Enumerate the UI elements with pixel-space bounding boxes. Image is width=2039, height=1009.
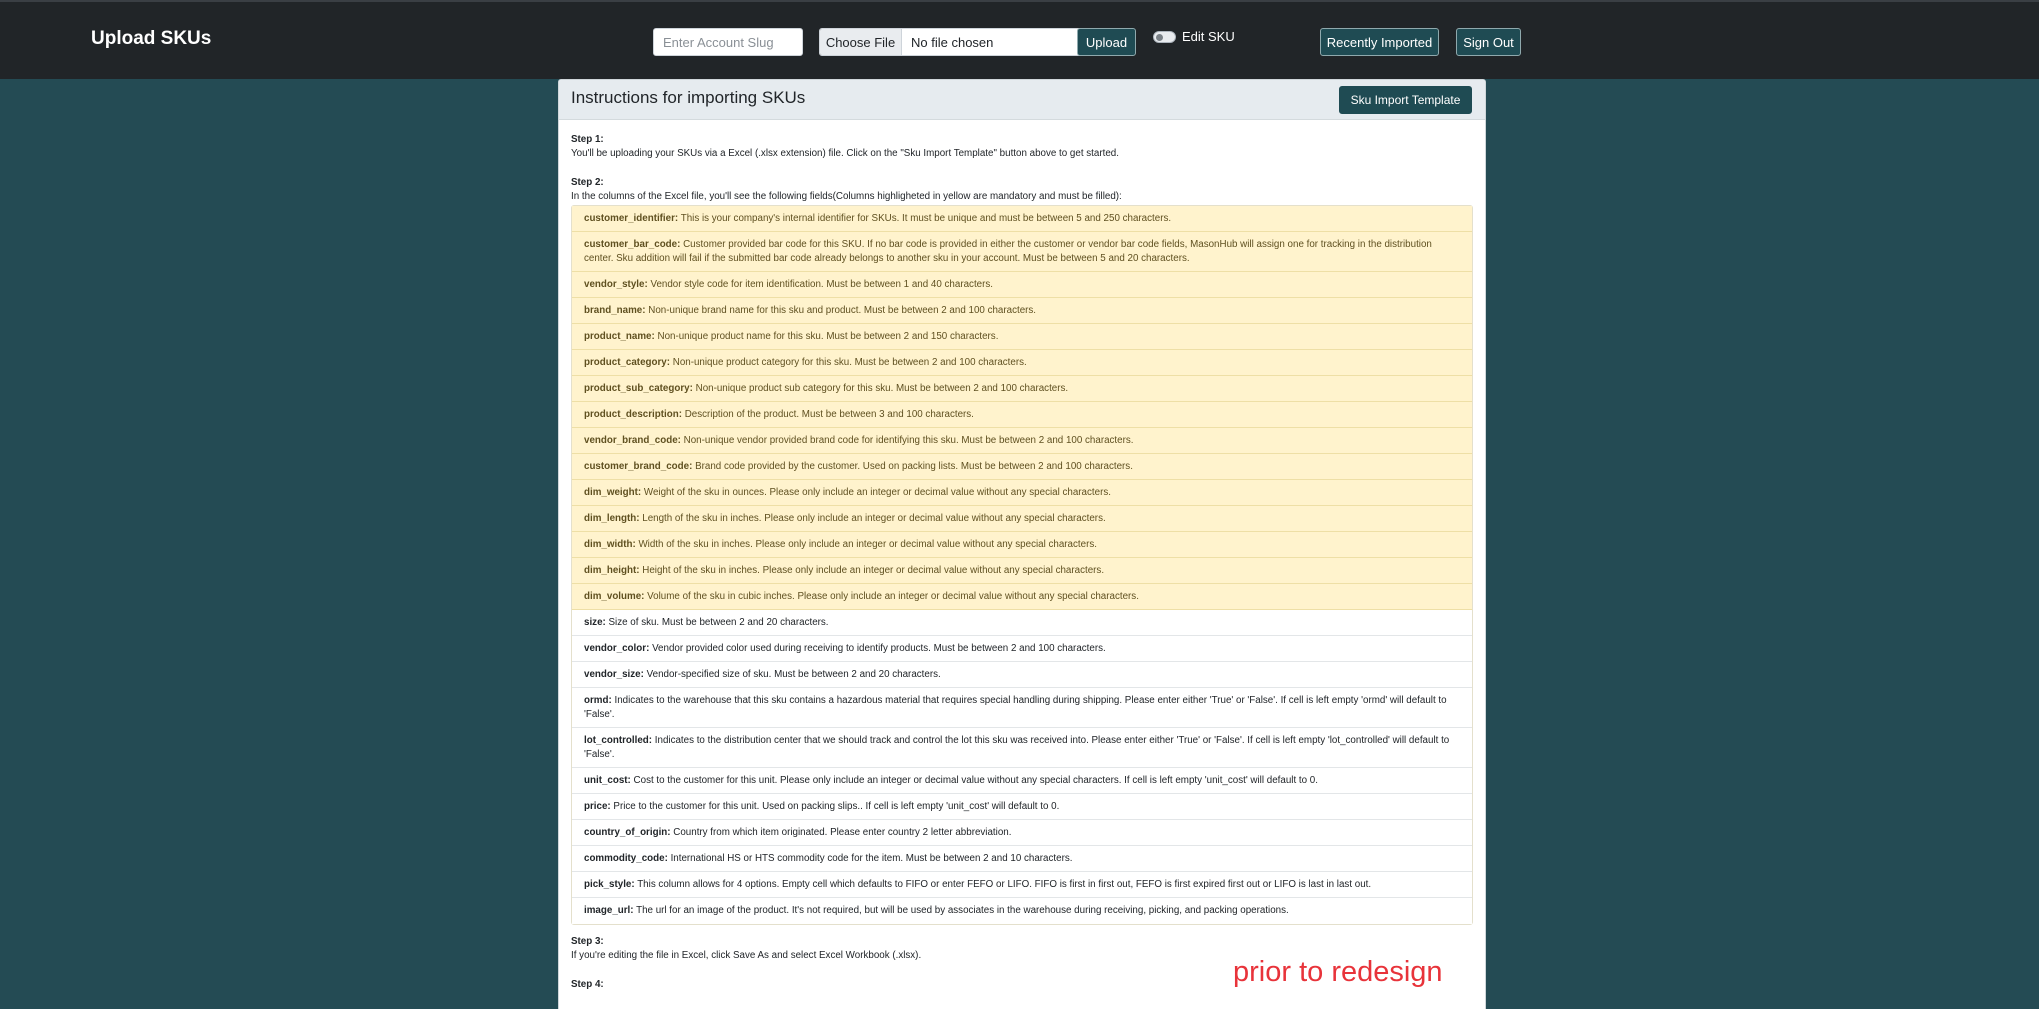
field-description: Volume of the sku in cubic inches. Please only include an integer or decimal value without any special characters. xyxy=(647,590,1139,602)
field-row-text xyxy=(584,668,1460,682)
field-description: Description of the product. Must be between 3 and 100 characters. xyxy=(684,408,974,420)
field-name: customer_bar_code: xyxy=(584,238,681,250)
field-row-text xyxy=(584,694,1460,722)
step1-title: Step 1: xyxy=(571,134,604,145)
field-row xyxy=(572,558,1472,584)
field-row-text xyxy=(584,356,1460,370)
field-row-text xyxy=(584,212,1460,226)
upload-button[interactable]: Upload xyxy=(1077,28,1136,56)
field-row xyxy=(572,350,1472,376)
field-name: customer_identifier: xyxy=(584,212,679,224)
step4-title: Step 4: xyxy=(571,979,604,990)
field-name: customer_brand_code: xyxy=(584,460,693,472)
step1-text: You'll be uploading your SKUs via a Excel (.xlsx extension) file. Click on the "Sku Import Template" button above to get started. xyxy=(571,148,1119,159)
field-description: Vendor style code for item identification. Must be between 1 and 40 characters. xyxy=(650,278,993,290)
field-row-text xyxy=(584,512,1460,526)
recently-imported-button[interactable]: Recently Imported xyxy=(1320,28,1439,56)
redesign-watermark: prior to redesign xyxy=(1233,956,1443,988)
field-description: Width of the sku in inches. Please only include an integer or decimal value without any special characters. xyxy=(638,538,1097,550)
field-row-text xyxy=(584,734,1460,762)
field-name: dim_weight: xyxy=(584,486,642,498)
field-row-text xyxy=(584,238,1460,266)
field-name: vendor_style: xyxy=(584,278,648,290)
field-description: Height of the sku in inches. Please only include an integer or decimal value without any special characters. xyxy=(642,564,1105,576)
field-name: commodity_code: xyxy=(584,852,668,864)
field-row xyxy=(572,794,1472,820)
card-body xyxy=(559,120,1485,992)
field-row-text xyxy=(584,538,1460,552)
field-name: product_description: xyxy=(584,408,682,420)
field-name: lot_controlled: xyxy=(584,734,653,746)
edit-sku-label: Edit SKU xyxy=(1182,29,1235,44)
field-description: Size of sku. Must be between 2 and 20 characters. xyxy=(608,616,829,628)
account-slug-input[interactable] xyxy=(653,28,803,56)
field-description: Weight of the sku in ounces. Please only include an integer or decimal value without any special characters. xyxy=(643,486,1111,498)
field-row-text xyxy=(584,878,1460,892)
field-row xyxy=(572,324,1472,350)
field-name: product_sub_category: xyxy=(584,382,693,394)
field-list xyxy=(571,205,1473,925)
field-row xyxy=(572,480,1472,506)
field-name: price: xyxy=(584,800,611,812)
field-row xyxy=(572,820,1472,846)
field-description: Non-unique product category for this sku. Must be between 2 and 100 characters. xyxy=(672,356,1027,368)
field-row xyxy=(572,232,1472,272)
field-row-text xyxy=(584,304,1460,318)
field-row-text xyxy=(584,904,1460,918)
field-name: dim_width: xyxy=(584,538,636,550)
field-row-text xyxy=(584,486,1460,500)
field-name: image_url: xyxy=(584,905,634,916)
field-row xyxy=(572,272,1472,298)
field-name: brand_name: xyxy=(584,304,646,316)
field-description: Cost to the customer for this unit. Please only include an integer or decimal value without any special characters. If cell is left empty 'unit_cost' will default to 0. xyxy=(633,774,1318,786)
field-row xyxy=(572,298,1472,324)
field-row-text xyxy=(584,774,1460,788)
field-name: dim_length: xyxy=(584,512,640,524)
choose-file-button[interactable]: Choose File xyxy=(820,29,902,55)
field-row xyxy=(572,428,1472,454)
field-name: country_of_origin: xyxy=(584,826,671,838)
field-row-text xyxy=(584,800,1460,814)
field-name: product_name: xyxy=(584,330,655,342)
edit-sku-toggle[interactable] xyxy=(1153,31,1176,43)
field-row-text xyxy=(584,642,1460,656)
field-row xyxy=(572,768,1472,794)
field-row xyxy=(572,846,1472,872)
field-name: pick_style: xyxy=(584,878,635,890)
field-row xyxy=(572,636,1472,662)
file-input[interactable] xyxy=(819,28,1099,56)
field-name: ormd: xyxy=(584,694,612,706)
field-row-text xyxy=(584,278,1460,292)
field-row xyxy=(572,376,1472,402)
field-row xyxy=(572,898,1472,924)
field-row-text xyxy=(584,826,1460,840)
field-row-text xyxy=(584,434,1460,448)
field-description: Non-unique product name for this sku. Must be between 2 and 150 characters. xyxy=(657,330,999,342)
step3-text: If you're editing the file in Excel, click Save As and select Excel Workbook (.xlsx). xyxy=(571,950,922,961)
field-name: vendor_brand_code: xyxy=(584,434,681,446)
card-header xyxy=(559,80,1485,120)
field-row-text xyxy=(584,590,1460,604)
field-description: Country from which item originated. Please enter country 2 letter abbreviation. xyxy=(673,826,1012,838)
instructions-card xyxy=(558,79,1486,1009)
step2-text: In the columns of the Excel file, you'll see the following fields(Columns highligheted in yellow are mandatory and must be filled): xyxy=(571,191,1122,202)
sku-import-template-button[interactable]: Sku Import Template xyxy=(1339,86,1472,114)
page-title: Upload SKUs xyxy=(91,28,212,49)
field-row-text xyxy=(584,616,1460,630)
field-description: Indicates to the warehouse that this sku contains a hazardous material that requires special handling during shipping. Please enter either 'True' or 'False'. If cell is left empty 'ormd' will default to 'False'. xyxy=(584,694,1447,720)
field-name: product_category: xyxy=(584,356,671,368)
field-description: Vendor provided color used during receiving to identify products. Must be between 2 and 100 characters. xyxy=(652,642,1106,654)
field-name: vendor_color: xyxy=(584,642,650,654)
field-row xyxy=(572,610,1472,636)
field-row-text xyxy=(584,408,1460,422)
field-name: unit_cost: xyxy=(584,774,631,786)
field-row xyxy=(572,506,1472,532)
step2-title: Step 2: xyxy=(571,177,604,188)
field-description: Indicates to the distribution center that we should track and control the lot this sku was received into. Please enter either 'True' or 'False'. If cell is left empty 'lot_controlled' will default to 'False'. xyxy=(584,734,1450,760)
field-row xyxy=(572,584,1472,610)
field-description: Non-unique vendor provided brand code for identifying this sku. Must be between 2 and 100 characters. xyxy=(683,434,1134,446)
field-name: size: xyxy=(584,616,606,628)
field-description: Vendor-specified size of sku. Must be between 2 and 20 characters. xyxy=(646,668,941,680)
file-name-display: No file chosen xyxy=(902,29,1098,55)
field-description: This is your company's internal identifier for SKUs. It must be unique and must be between 5 and 250 characters. xyxy=(680,212,1172,224)
field-row xyxy=(572,872,1472,898)
field-row-text xyxy=(584,564,1460,578)
sign-out-button[interactable]: Sign Out xyxy=(1456,28,1521,56)
field-row xyxy=(572,532,1472,558)
step3-title: Step 3: xyxy=(571,936,604,947)
top-navbar xyxy=(0,0,2039,79)
field-name: vendor_size: xyxy=(584,668,644,680)
toggle-knob xyxy=(1156,34,1163,41)
card-title: Instructions for importing SKUs xyxy=(571,88,806,107)
field-row-text xyxy=(584,460,1460,474)
field-description: Non-unique product sub category for this sku. Must be between 2 and 100 characters. xyxy=(695,382,1069,394)
field-row xyxy=(572,402,1472,428)
field-row xyxy=(572,662,1472,688)
field-row xyxy=(572,728,1472,768)
field-name: dim_volume: xyxy=(584,590,645,602)
field-row-text xyxy=(584,852,1460,866)
field-description: Customer provided bar code for this SKU. If no bar code is provided in either the customer or vendor bar code fields, MasonHub will assign one for tracking in the distribution center. Sku addition will fail if the submitted bar code already belongs to another sku in your account. Must be between 5 and 20 characters. xyxy=(584,238,1432,264)
field-row-text xyxy=(584,330,1460,344)
field-description: Length of the sku in inches. Please only include an integer or decimal value without any special characters. xyxy=(642,512,1106,524)
field-description: Non-unique brand name for this sku and product. Must be between 2 and 100 characters. xyxy=(648,304,1037,316)
field-description: This column allows for 4 options. Empty cell which defaults to FIFO or enter FEFO or LIFO. FIFO is first in first out, FEFO is first expired first out or LIFO is last in last out. xyxy=(637,878,1372,890)
field-row xyxy=(572,688,1472,728)
field-description: Brand code provided by the customer. Used on packing lists. Must be between 2 and 100 characters. xyxy=(695,460,1133,472)
field-row xyxy=(572,206,1472,232)
field-name: dim_height: xyxy=(584,564,640,576)
field-description: The url for an image of the product. It's not required, but will be used by associates in the warehouse during receiving, picking, and packing operations. xyxy=(636,905,1289,916)
field-row xyxy=(572,454,1472,480)
field-description: International HS or HTS commodity code for the item. Must be between 2 and 10 characters. xyxy=(670,852,1073,864)
field-row-text xyxy=(584,382,1460,396)
field-description: Price to the customer for this unit. Used on packing slips.. If cell is left empty 'unit_cost' will default to 0. xyxy=(613,800,1060,812)
